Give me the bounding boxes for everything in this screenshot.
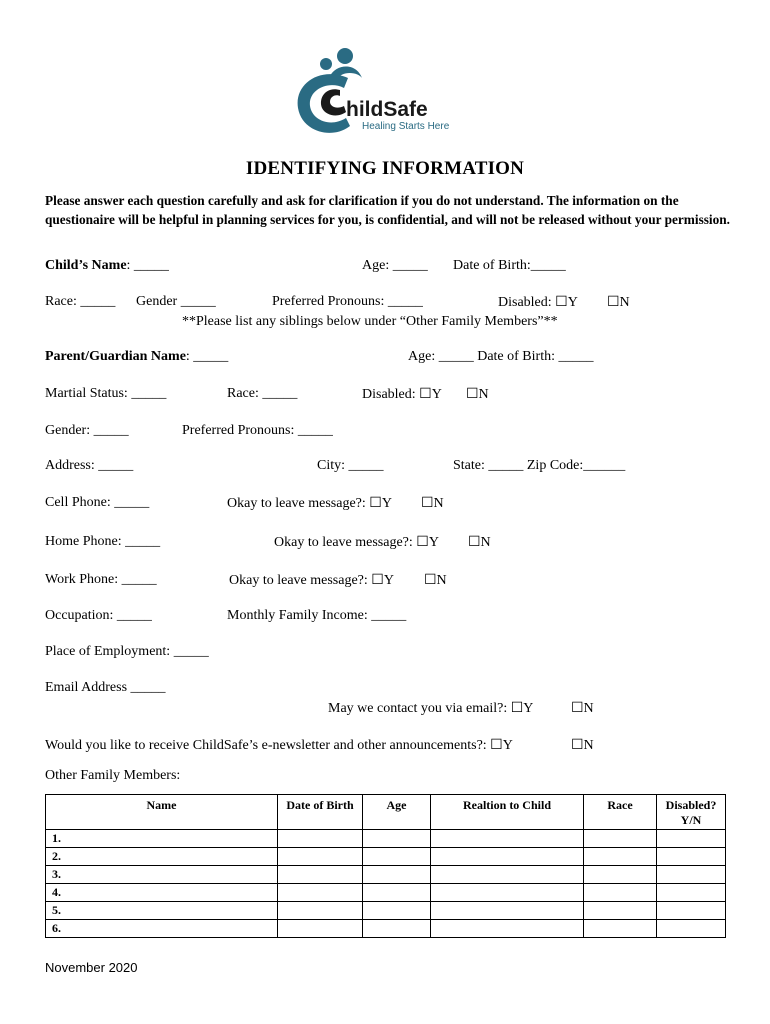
col-dob-header: Date of Birth xyxy=(278,795,363,830)
table-row xyxy=(46,920,726,938)
col-disabled-header: Disabled? Y/N xyxy=(657,795,726,830)
newsletter-yes-checkbox[interactable]: Would you like to receive ChildSafe’s e-newsletter and other announcements?: ☐Y xyxy=(45,738,513,753)
child-name-field[interactable] xyxy=(45,258,169,274)
row-race-cell[interactable] xyxy=(584,830,657,848)
row-relation-cell[interactable] xyxy=(431,830,584,848)
row-disabled-cell[interactable] xyxy=(657,920,726,938)
row-race-cell[interactable] xyxy=(584,884,657,902)
parent-age-dob-field[interactable]: Age: _____ Date of Birth: _____ xyxy=(408,349,594,364)
parent-race-field[interactable]: Race: _____ xyxy=(227,386,298,401)
logo-c-inner xyxy=(321,89,346,115)
row-race-cell[interactable] xyxy=(584,902,657,920)
row-disabled-cell[interactable] xyxy=(657,830,726,848)
row-age-cell[interactable] xyxy=(363,848,431,866)
intro-paragraph: Please answer each question carefully and ask for clarification if you do not understand. The information on the questionaire will be helpful in planning services for you, is confidential, and will not be released without your permission. xyxy=(45,193,730,227)
child-gender-field[interactable]: Gender _____ xyxy=(136,294,216,309)
home-message-no-checkbox[interactable]: ☐N xyxy=(468,535,491,550)
row-dob-cell[interactable] xyxy=(278,848,363,866)
row-dob-cell[interactable] xyxy=(278,830,363,848)
col-relation-header: Realtion to Child xyxy=(431,795,584,830)
occupation-field[interactable]: Occupation: _____ xyxy=(45,608,152,623)
cell-message-yes-checkbox[interactable]: Okay to leave message?: ☐Y xyxy=(227,496,392,511)
child-race-field[interactable]: Race: _____ xyxy=(45,294,116,309)
home-message-yes-checkbox[interactable]: Okay to leave message?: ☐Y xyxy=(274,535,439,550)
childsafe-logo xyxy=(290,44,480,144)
row-race-cell[interactable] xyxy=(584,866,657,884)
logo-tagline: Healing Starts Here xyxy=(362,121,450,132)
child-disabled-yes-checkbox[interactable]: Disabled: ☐Y xyxy=(498,295,578,310)
employment-field[interactable]: Place of Employment: _____ xyxy=(45,644,209,659)
logo-wordmark: hildSafe xyxy=(346,98,428,121)
row-name-cell[interactable]: 4. xyxy=(46,884,278,902)
email-contact-no-checkbox[interactable]: ☐N xyxy=(571,701,594,716)
email-contact-yes-checkbox[interactable]: May we contact you via email?: ☐Y xyxy=(328,701,534,716)
row-relation-cell[interactable] xyxy=(431,866,584,884)
parent-marital-field[interactable]: Martial Status: _____ xyxy=(45,386,167,401)
child-disabled-no-checkbox[interactable]: ☐N xyxy=(607,295,630,310)
parent-name-field[interactable] xyxy=(45,349,228,365)
cell-phone-field[interactable]: Cell Phone: _____ xyxy=(45,495,150,510)
table-row xyxy=(46,902,726,920)
row-dob-cell[interactable] xyxy=(278,920,363,938)
state-zip-field[interactable]: State: _____ Zip Code:______ xyxy=(453,458,626,473)
row-disabled-cell[interactable] xyxy=(657,884,726,902)
table-row xyxy=(46,866,726,884)
row-dob-cell[interactable] xyxy=(278,902,363,920)
parent-name-label: Parent/Guardian Name xyxy=(45,349,186,364)
col-race-header: Race xyxy=(584,795,657,830)
child-pronouns-field[interactable]: Preferred Pronouns: _____ xyxy=(272,294,423,309)
child-name-label: Child’s Name xyxy=(45,258,127,273)
row-disabled-cell[interactable] xyxy=(657,902,726,920)
newsletter-no-checkbox[interactable]: ☐N xyxy=(571,738,594,753)
child-age-field[interactable]: Age: _____ xyxy=(362,258,428,273)
family-members-label: Other Family Members: xyxy=(45,768,181,783)
row-relation-cell[interactable] xyxy=(431,920,584,938)
row-dob-cell[interactable] xyxy=(278,884,363,902)
row-race-cell[interactable] xyxy=(584,848,657,866)
parent-disabled-yes-checkbox[interactable]: Disabled: ☐Y xyxy=(362,387,442,402)
city-field[interactable]: City: _____ xyxy=(317,458,384,473)
work-message-yes-checkbox[interactable]: Okay to leave message?: ☐Y xyxy=(229,573,394,588)
row-disabled-cell[interactable] xyxy=(657,866,726,884)
family-members-table xyxy=(45,794,726,938)
work-phone-field[interactable]: Work Phone: _____ xyxy=(45,572,157,587)
col-age-header: Age xyxy=(363,795,431,830)
row-name-cell[interactable]: 6. xyxy=(46,920,278,938)
parent-name-blank: : _____ xyxy=(185,349,229,364)
footer-date: November 2020 xyxy=(45,960,138,975)
row-dob-cell[interactable] xyxy=(278,866,363,884)
row-age-cell[interactable] xyxy=(363,902,431,920)
row-disabled-cell[interactable] xyxy=(657,848,726,866)
cell-message-no-checkbox[interactable]: ☐N xyxy=(421,496,444,511)
row-age-cell[interactable] xyxy=(363,884,431,902)
row-relation-cell[interactable] xyxy=(431,902,584,920)
row-age-cell[interactable] xyxy=(363,866,431,884)
row-relation-cell[interactable] xyxy=(431,884,584,902)
row-age-cell[interactable] xyxy=(363,920,431,938)
child-dob-field[interactable]: Date of Birth:_____ xyxy=(453,258,566,273)
logo-figure-head-large xyxy=(337,48,353,64)
table-row xyxy=(46,848,726,866)
row-name-cell[interactable]: 2. xyxy=(46,848,278,866)
row-race-cell[interactable] xyxy=(584,920,657,938)
address-field[interactable]: Address: _____ xyxy=(45,458,134,473)
table-row xyxy=(46,830,726,848)
parent-disabled-no-checkbox[interactable]: ☐N xyxy=(466,387,489,402)
email-field[interactable]: Email Address _____ xyxy=(45,680,166,695)
income-field[interactable]: Monthly Family Income: _____ xyxy=(227,608,407,623)
parent-gender-field[interactable]: Gender: _____ xyxy=(45,423,129,438)
table-row xyxy=(46,884,726,902)
siblings-note: **Please list any siblings below under “Other Family Members”** xyxy=(182,314,558,329)
table-header-row xyxy=(46,795,726,830)
parent-pronouns-field[interactable]: Preferred Pronouns: _____ xyxy=(182,423,333,438)
home-phone-field[interactable]: Home Phone: _____ xyxy=(45,534,161,549)
logo-figure-head-small xyxy=(320,58,332,70)
row-relation-cell[interactable] xyxy=(431,848,584,866)
row-name-cell[interactable]: 3. xyxy=(46,866,278,884)
child-name-blank: : _____ xyxy=(126,258,169,273)
row-age-cell[interactable] xyxy=(363,830,431,848)
row-name-cell[interactable]: 5. xyxy=(46,902,278,920)
page-title: IDENTIFYING INFORMATION xyxy=(245,158,525,179)
col-name-header: Name xyxy=(46,795,278,830)
row-name-cell[interactable]: 1. xyxy=(46,830,278,848)
work-message-no-checkbox[interactable]: ☐N xyxy=(424,573,447,588)
